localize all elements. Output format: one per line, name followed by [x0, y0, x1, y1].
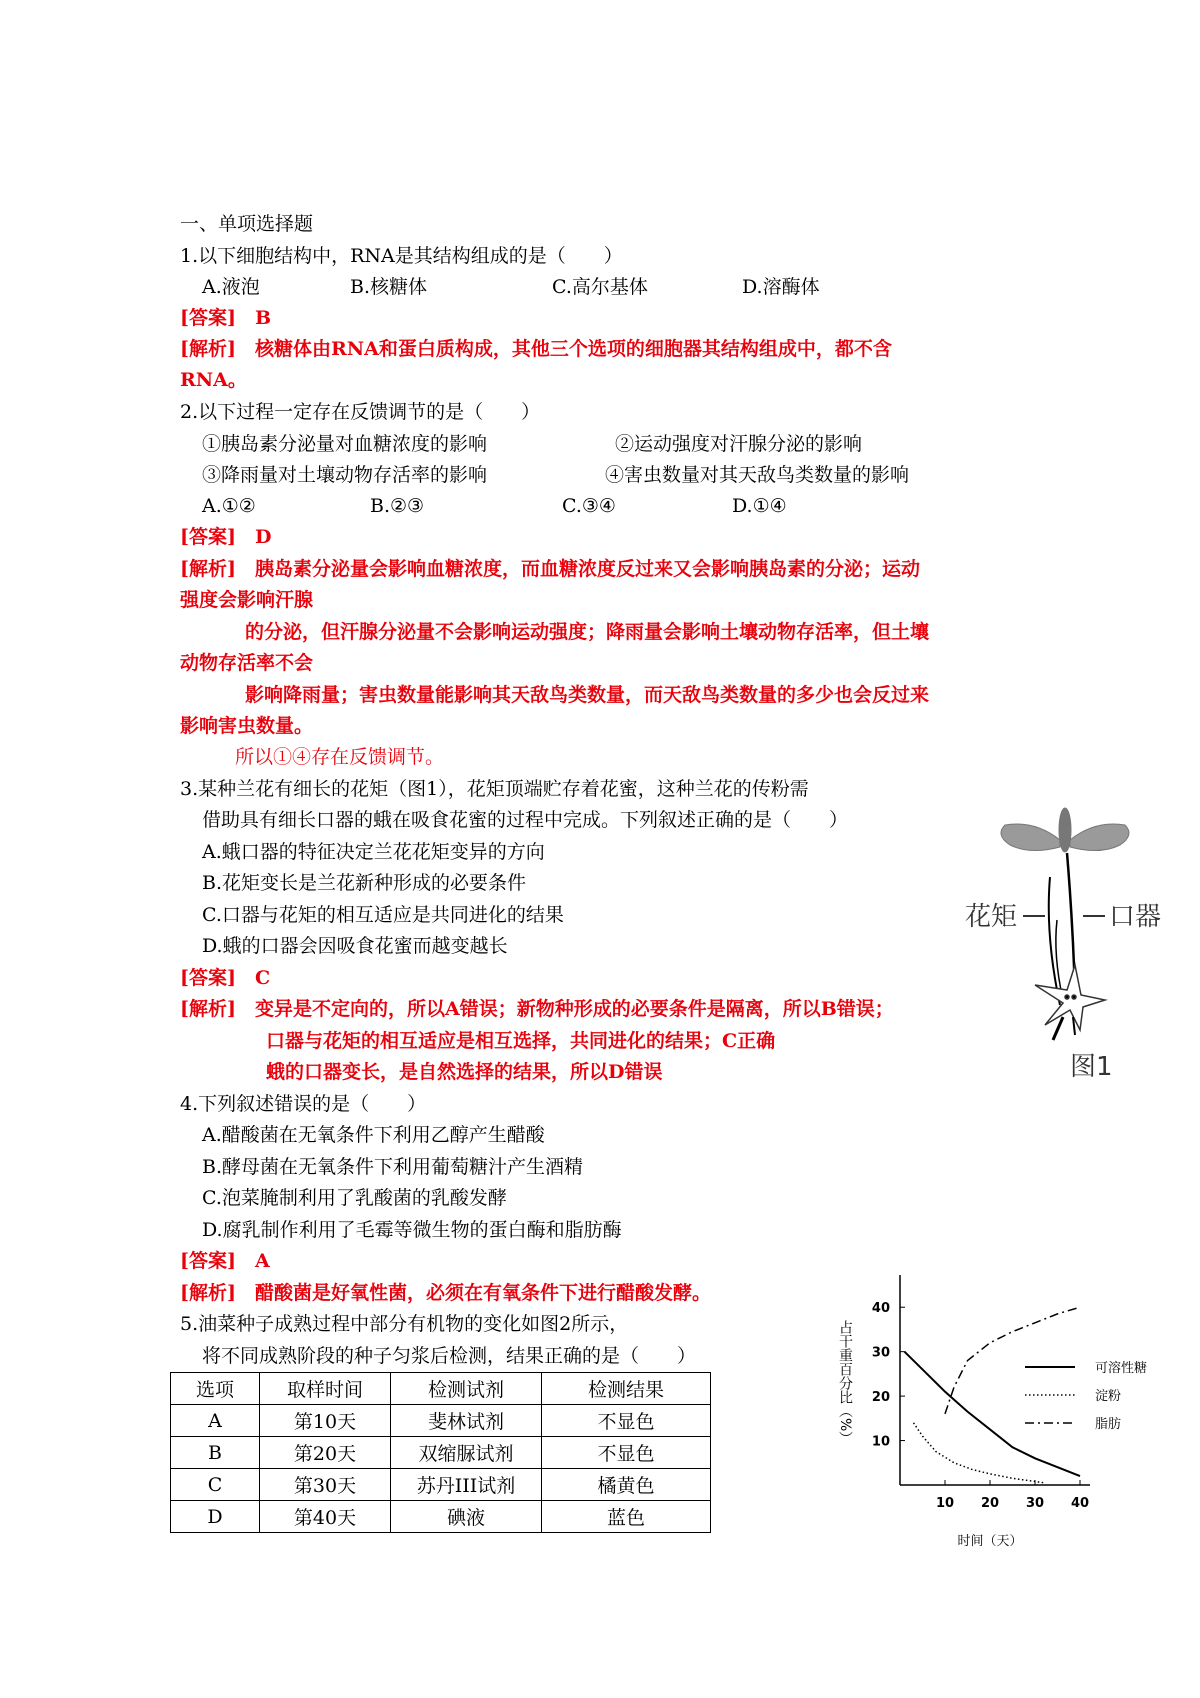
figure-1-orchid-moth: [965, 785, 1200, 1085]
q2-option-a: A.①②: [202, 495, 256, 517]
x-tick-label: 20: [980, 1496, 1000, 1511]
q5-stem-line: 将不同成熟阶段的种子匀浆后检测，结果正确的是（ ）: [202, 1345, 697, 1367]
q4-option-d: D.腐乳制作利用了毛霉等微生物的蛋白酶和脂肪酶: [202, 1219, 622, 1241]
table-cell: D: [171, 1501, 260, 1533]
q3-analysis-line: 蛾的口器变长，是自然选择的结果，所以D错误: [266, 1061, 663, 1083]
q1-analysis-line: [解析] 核糖体由RNA和蛋白质构成，其他三个选项的细胞器其结构组成中，都不含: [180, 338, 892, 360]
table-cell: A: [171, 1405, 260, 1437]
q1-analysis-line: RNA。: [180, 369, 247, 391]
table-header-cell: 检测结果: [542, 1373, 711, 1405]
moth-icon: [1001, 808, 1129, 852]
table-header-cell: 取样时间: [260, 1373, 391, 1405]
q1-stem: 1.以下细胞结构中，RNA是其结构组成的是（ ）: [180, 245, 623, 267]
q2-analysis-line: 动物存活率不会: [180, 652, 314, 674]
table-cell: 不显色: [542, 1405, 711, 1437]
table-cell: 斐林试剂: [391, 1405, 542, 1437]
table-row: [171, 1437, 711, 1469]
q4-stem: 4.下列叙述错误的是（ ）: [180, 1093, 427, 1115]
table-cell: 碘液: [391, 1501, 542, 1533]
q4-option-b: B.酵母菌在无氧条件下利用葡萄糖汁产生酒精: [202, 1156, 584, 1178]
y-axis-label: 占干重百分比（%）: [837, 1320, 853, 1446]
q5-table: [170, 1372, 711, 1533]
spur: [1049, 877, 1060, 1005]
table-cell: 双缩脲试剂: [391, 1437, 542, 1469]
table-cell: 不显色: [542, 1437, 711, 1469]
q3-option-b: B.花矩变长是兰花新种形成的必要条件: [202, 872, 527, 894]
q3-stem-line: 借助具有细长口器的蛾在吸食花蜜的过程中完成。下列叙述正确的是（ ）: [202, 809, 849, 831]
y-tick-label: 40: [871, 1301, 890, 1317]
q2-analysis-line: 强度会影响汗腺: [180, 589, 314, 611]
q3-option-a: A.蛾口器的特征决定兰花花矩变异的方向: [202, 841, 545, 863]
x-tick-label: 40: [1070, 1496, 1090, 1511]
q1-option-c: C.高尔基体: [552, 276, 648, 298]
q2-option-d: D.①④: [732, 495, 787, 517]
q3-answer: [答案] C: [180, 967, 271, 989]
y-tick-label: 10: [871, 1434, 890, 1450]
figure-1-caption: 图1: [1070, 1052, 1113, 1082]
table-header-row: [171, 1373, 711, 1405]
q2-item: ②运动强度对汗腺分泌的影响: [615, 433, 863, 455]
table-row: [171, 1469, 711, 1501]
q1-option-b: B.核糖体: [350, 276, 428, 298]
q1-option-a: A.液泡: [202, 276, 260, 298]
table-cell: B: [171, 1437, 260, 1469]
q2-item: ①胰岛素分泌量对血糖浓度的影响: [202, 433, 488, 455]
table-row: [171, 1405, 711, 1437]
q2-stem: 2.以下过程一定存在反馈调节的是（ ）: [180, 401, 541, 423]
q4-option-c: C.泡菜腌制利用了乳酸菌的乳酸发酵: [202, 1187, 507, 1209]
q3-analysis-line: 口器与花矩的相互适应是相互选择，共同进化的结果；C正确: [266, 1030, 776, 1052]
q2-option-b: B.②③: [370, 495, 425, 517]
q5-stem-line: 5.油菜种子成熟过程中部分有机物的变化如图2所示，: [180, 1313, 629, 1335]
orchid-flower-icon: [1035, 965, 1105, 1040]
table-cell: 苏丹III试剂: [391, 1469, 542, 1501]
table-cell: 第40天: [260, 1501, 391, 1533]
legend-label: 脂肪: [1095, 1417, 1122, 1432]
q4-analysis-line: [解析] 醋酸菌是好氧性菌，必须在有氧条件下进行醋酸发酵。: [180, 1282, 711, 1304]
x-tick-label: 30: [1025, 1496, 1045, 1511]
x-axis-label: 时间（天）: [957, 1534, 1023, 1549]
series-line-3: [945, 1307, 1080, 1414]
table-cell: 蓝色: [542, 1501, 711, 1533]
q2-analysis-line: 所以①④存在反馈调节。: [235, 746, 445, 768]
q3-stem-line: 3.某种兰花有细长的花矩（图1），花矩顶端贮存着花蜜，这种兰花的传粉需: [180, 778, 809, 800]
q2-analysis-line: 影响害虫数量。: [180, 715, 314, 737]
figure-label-spur: 花矩: [965, 902, 1018, 932]
table-cell: C: [171, 1469, 260, 1501]
table-cell: 第30天: [260, 1469, 391, 1501]
q1-answer: [答案] B: [180, 307, 272, 329]
q2-analysis-line: [解析] 胰岛素分泌量会影响血糖浓度，而血糖浓度反过来又会影响胰岛素的分泌；运动: [180, 558, 920, 580]
table-row: [171, 1501, 711, 1533]
table-cell: 橘黄色: [542, 1469, 711, 1501]
y-tick-label: 20: [871, 1390, 890, 1406]
table-header-cell: 选项: [171, 1373, 260, 1405]
legend-label: 淀粉: [1095, 1389, 1122, 1404]
q1-option-d: D.溶酶体: [742, 276, 820, 298]
q2-analysis-line: 影响降雨量；害虫数量能影响其天敌鸟类数量，而天敌鸟类数量的多少也会反过来: [245, 684, 930, 706]
section-title: 一、单项选择题: [180, 213, 314, 235]
table-cell: 第20天: [260, 1437, 391, 1469]
figure-2-chart: [820, 1280, 1150, 1560]
q3-option-d: D.蛾的口器会因吸食花蜜而越变越长: [202, 935, 508, 957]
q2-option-c: C.③④: [562, 495, 616, 517]
q3-analysis-line: [解析] 变异是不定向的，所以A错误；新物种形成的必要条件是隔离，所以B错误；: [180, 998, 894, 1020]
figure-label-mouthpart: 口器: [1109, 902, 1162, 932]
table-cell: 第10天: [260, 1405, 391, 1437]
q4-option-a: A.醋酸菌在无氧条件下利用乙醇产生醋酸: [202, 1124, 545, 1146]
q3-option-c: C.口器与花矩的相互适应是共同进化的结果: [202, 904, 564, 926]
q2-answer: [答案] D: [180, 526, 272, 548]
q2-item: ④害虫数量对其天敌鸟类数量的影响: [605, 464, 910, 486]
table-header-cell: 检测试剂: [391, 1373, 542, 1405]
series-line-1: [905, 1352, 1081, 1476]
q4-answer: [答案] A: [180, 1250, 270, 1272]
legend-label: 可溶性糖: [1095, 1361, 1148, 1376]
x-tick-label: 10: [935, 1496, 955, 1511]
q2-item: ③降雨量对土壤动物存活率的影响: [202, 464, 488, 486]
y-tick-label: 30: [871, 1345, 890, 1361]
q2-analysis-line: 的分泌，但汗腺分泌量不会影响运动强度；降雨量会影响土壤动物存活率，但土壤: [245, 621, 930, 643]
